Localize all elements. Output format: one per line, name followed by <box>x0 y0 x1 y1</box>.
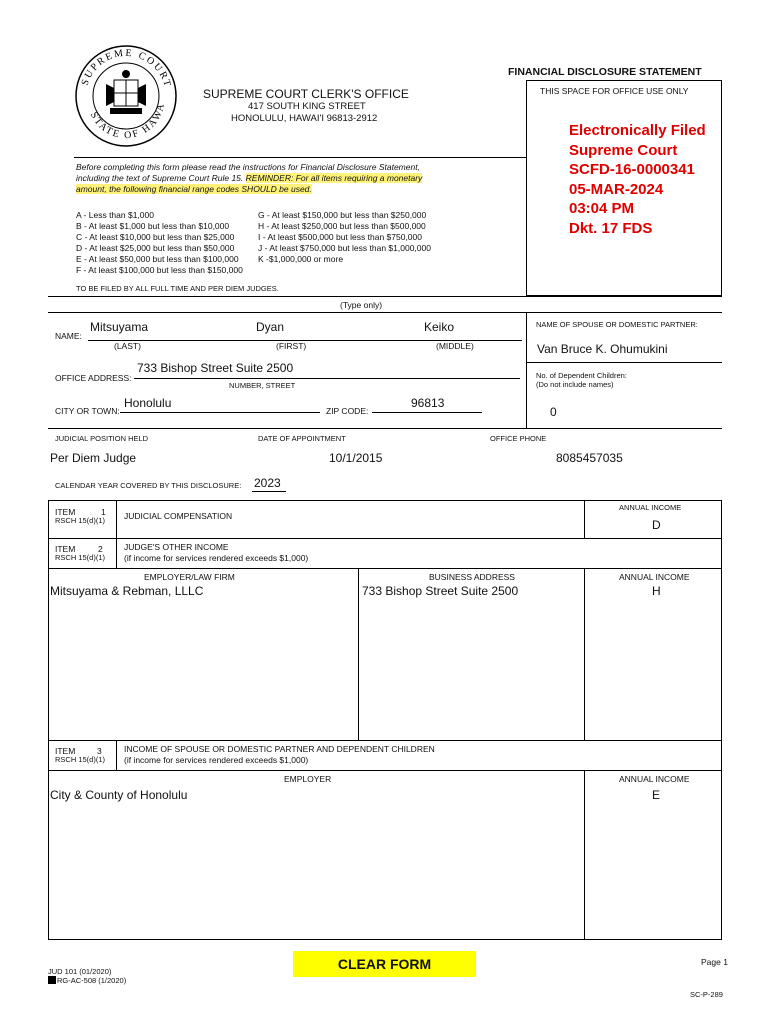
divider <box>526 362 722 363</box>
year-underline <box>252 491 286 492</box>
item2-label: ITEM <box>55 544 76 554</box>
divider <box>116 740 117 770</box>
page-number: Page 1 <box>701 957 728 967</box>
item2-rule: RSCH 15(d)(1) <box>55 553 106 562</box>
court-seal <box>74 44 178 148</box>
spouse-label: NAME OF SPOUSE OR DOMESTIC PARTNER: <box>536 320 698 329</box>
zip-underline <box>372 412 482 413</box>
position-field[interactable]: Per Diem Judge <box>50 451 137 465</box>
appointment-field[interactable]: 10/1/2015 <box>329 451 383 465</box>
address-caption: NUMBER, STREET <box>229 381 296 390</box>
item1-title: JUDICIAL COMPENSATION <box>124 511 233 521</box>
divider <box>48 428 722 429</box>
spouse-field[interactable]: Van Bruce K. Ohumukini <box>537 342 668 356</box>
divider <box>116 538 117 568</box>
city-underline <box>120 412 320 413</box>
first-name-field[interactable]: Dyan <box>256 320 285 334</box>
zip-label: ZIP CODE: <box>326 406 369 416</box>
middle-name-caption: (MIDDLE) <box>436 341 474 351</box>
divider <box>584 500 585 538</box>
office-street: 417 SOUTH KING STREET <box>248 101 366 112</box>
office-name: SUPREME COURT CLERK'S OFFICE <box>203 87 409 101</box>
divider <box>48 568 722 569</box>
children-field[interactable]: 0 <box>550 405 557 419</box>
stamp-line: 05-MAR-2024 <box>569 180 664 198</box>
stamp-line: Dkt. 17 FDS <box>569 219 653 237</box>
phone-label: OFFICE PHONE <box>490 434 547 443</box>
stamp-line: SCFD-16-0000341 <box>569 161 695 178</box>
appointment-label: DATE OF APPOINTMENT <box>258 434 346 443</box>
city-label: CITY OR TOWN: <box>55 406 120 416</box>
last-name-field[interactable]: Mitsuyama <box>90 320 149 334</box>
range-code: D - At least $25,000 but less than $50,000 <box>76 243 235 253</box>
instructions-line: including the text of Supreme Court Rule 15. <box>76 173 244 183</box>
instructions-highlight: REMINDER: For all items requiring a monetary <box>245 173 423 183</box>
item2-address-field[interactable]: 733 Bishop Street Suite 2500 <box>362 584 519 598</box>
rg-number: RG-AC-508 (1/2020) <box>57 976 127 985</box>
zip-field[interactable]: 96813 <box>411 396 445 410</box>
item2-address-label: BUSINESS ADDRESS <box>429 572 515 582</box>
office-city: HONOLULU, HAWAI'I 96813-2912 <box>231 113 378 124</box>
divider <box>48 296 722 297</box>
type-only-note: (Type only) <box>340 300 383 310</box>
range-code: E - At least $50,000 but less than $100,000 <box>76 254 239 264</box>
item3-employer-field[interactable]: City & County of Honolulu <box>50 788 188 802</box>
divider <box>48 538 722 539</box>
range-code: F - At least $100,000 but less than $150,000 <box>76 265 243 275</box>
city-field[interactable]: Honolulu <box>124 396 172 410</box>
name-label: NAME: <box>55 331 82 341</box>
range-code: I - At least $500,000 but less than $750,000 <box>258 232 422 242</box>
item1-number: 1 <box>101 507 106 517</box>
year-field[interactable]: 2023 <box>254 476 281 490</box>
instructions-line: Before completing this form please read the instructions for Financial Disclosure Statement, <box>76 162 420 172</box>
divider <box>584 770 585 940</box>
children-label: No. of Dependent Children: <box>536 371 627 380</box>
form-number: JUD 101 (01/2020) <box>48 967 112 976</box>
item3-rule: RSCH 15(d)(1) <box>55 755 106 764</box>
form-title: FINANCIAL DISCLOSURE STATEMENT <box>508 66 702 78</box>
divider <box>358 568 359 740</box>
item2-subtitle: (if income for services rendered exceeds $1,000) <box>124 553 309 563</box>
phone-field[interactable]: 8085457035 <box>556 451 623 465</box>
instructions <box>76 162 422 195</box>
form-code: SC-P-289 <box>690 990 723 999</box>
divider <box>48 740 722 741</box>
item3-income-field[interactable]: E <box>652 788 661 802</box>
items-table <box>48 500 722 940</box>
range-code: B - At least $1,000 but less than $10,000 <box>76 221 230 231</box>
middle-name-field[interactable]: Keiko <box>424 320 455 334</box>
stamp-line: 03:04 PM <box>569 200 635 217</box>
item3-subtitle: (if income for services rendered exceeds $1,000) <box>124 755 309 765</box>
item3-label: ITEM <box>55 746 76 756</box>
item2-title: JUDGE'S OTHER INCOME <box>124 542 229 552</box>
item1-income-field[interactable]: D <box>652 518 661 532</box>
svg-text:SUPREME COURT: SUPREME COURT <box>79 47 174 90</box>
divider <box>526 312 527 428</box>
codes-right <box>258 210 431 265</box>
address-underline <box>134 378 520 379</box>
divider <box>74 157 526 158</box>
address-label: OFFICE ADDRESS: <box>55 373 132 383</box>
svg-text:STATE OF HAWAII: STATE OF HAWA <box>87 101 168 142</box>
codes-left <box>76 210 243 276</box>
divider <box>48 312 722 313</box>
item1-label: ITEM <box>55 507 76 517</box>
divider <box>48 770 722 771</box>
item3-title: INCOME OF SPOUSE OR DOMESTIC PARTNER AND DEPENDENT CHILDREN <box>124 744 435 754</box>
range-code: H - At least $250,000 but less than $500,000 <box>258 221 426 231</box>
divider <box>116 500 117 538</box>
year-label: CALENDAR YEAR COVERED BY THIS DISCLOSURE: <box>55 481 242 490</box>
item2-number: 2 <box>98 544 103 554</box>
first-name-caption: (FIRST) <box>276 341 307 351</box>
divider <box>584 568 585 740</box>
filed-by-note: TO BE FILED BY ALL FULL TIME AND PER DIEM JUDGES. <box>76 284 279 293</box>
item1-rule: RSCH 15(d)(1) <box>55 516 106 525</box>
efile-stamp <box>569 121 706 238</box>
accessibility-icon <box>48 976 56 984</box>
item2-income-field[interactable]: H <box>652 584 661 598</box>
stamp-line: Supreme Court <box>569 141 678 159</box>
range-code: C - At least $10,000 but less than $25,000 <box>76 232 235 242</box>
instructions-highlight: amount, the following financial range codes SHOULD be used. <box>76 184 312 194</box>
range-code: A - Less than $1,000 <box>76 210 154 220</box>
stamp-line: Electronically Filed <box>569 122 706 139</box>
range-code: K -$1,000,000 or more <box>258 254 344 264</box>
range-code: G - At least $150,000 but less than $250,000 <box>258 210 427 220</box>
position-label: JUDICIAL POSITION HELD <box>55 434 149 443</box>
range-code: J - At least $750,000 but less than $1,000,000 <box>258 243 431 253</box>
item1-income-label: ANNUAL INCOME <box>619 503 682 512</box>
item2-employer-label: EMPLOYER/LAW FIRM <box>144 572 235 582</box>
item2-income-label: ANNUAL INCOME <box>619 572 690 582</box>
clear-form-button[interactable]: CLEAR FORM <box>293 951 476 977</box>
item2-employer-field[interactable]: Mitsuyama & Rebman, LLLC <box>50 584 204 598</box>
children-note: (Do not include names) <box>536 380 614 389</box>
item3-income-label: ANNUAL INCOME <box>619 774 690 784</box>
last-name-caption: (LAST) <box>114 341 141 351</box>
office-use-label: THIS SPACE FOR OFFICE USE ONLY <box>540 86 689 96</box>
item3-number: 3 <box>97 746 102 756</box>
item3-employer-label: EMPLOYER <box>284 774 332 784</box>
address-field[interactable]: 733 Bishop Street Suite 2500 <box>137 361 294 375</box>
